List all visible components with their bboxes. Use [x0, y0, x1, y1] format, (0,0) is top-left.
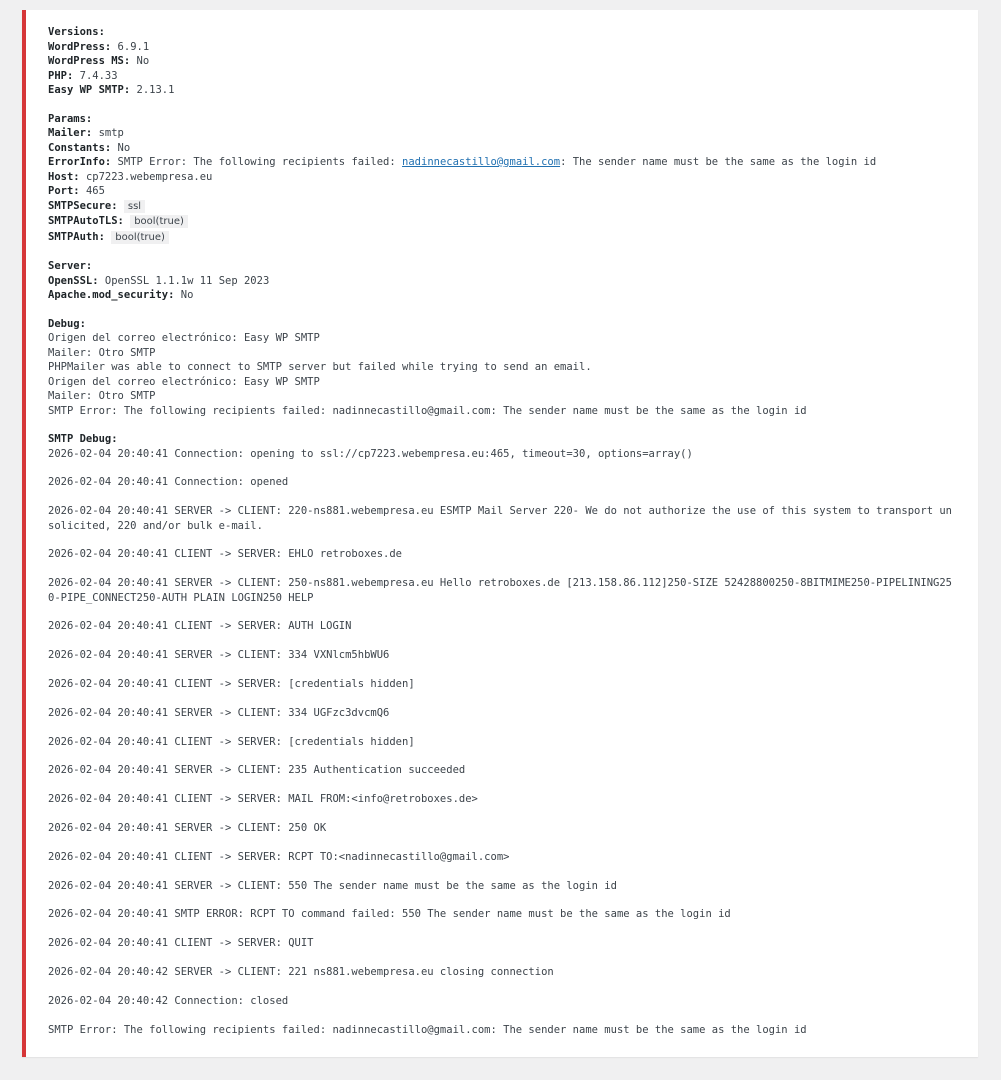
version-value: 2.13.1 — [136, 84, 175, 96]
smtp-log-line: 2026-02-04 20:40:41 Connection: opened — [48, 476, 289, 489]
server-key: Apache.mod_security: — [48, 289, 175, 301]
smtp-log-line: 2026-02-04 20:40:41 SERVER -> CLIENT: 334 UGFzc3dvcmQ6 — [48, 706, 390, 719]
debug-section — [48, 317, 956, 419]
params-heading: Params: — [48, 112, 93, 125]
server-value: No — [180, 289, 194, 301]
smtp-log-line: 2026-02-04 20:40:41 SERVER -> CLIENT: 334 VXNlcm5hbWU6 — [48, 649, 390, 662]
server-key: OpenSSL: — [48, 274, 99, 287]
version-key: PHP: — [48, 69, 74, 82]
server-heading: Server: — [48, 260, 93, 272]
param-code-value: ssl — [124, 200, 145, 213]
debug-heading: Debug: — [48, 317, 86, 330]
debug-line: PHPMailer was able to connect to SMTP server but failed while trying to send an email. — [48, 361, 592, 373]
params-section — [48, 112, 956, 246]
smtp-log-line: 2026-02-04 20:40:41 SMTP ERROR: RCPT TO command failed: 550 The sender name must be the same as the login id — [48, 908, 731, 921]
smtp-log-line: 2026-02-04 20:40:41 CLIENT -> SERVER: QUIT — [48, 937, 314, 950]
param-key: SMTPSecure: — [48, 199, 118, 212]
version-row — [48, 69, 956, 84]
smtp-log-line: 2026-02-04 20:40:41 CLIENT -> SERVER: EHLO retroboxes.de — [48, 548, 403, 561]
smtp-log-line: 2026-02-04 20:40:41 Connection: opening to ssl://cp7223.webempresa.eu:465, timeout=30, options=array() — [48, 447, 693, 460]
param-code-value: bool(true) — [111, 231, 169, 244]
errorinfo-suffix: : The sender name must be the same as the login id — [560, 156, 877, 168]
param-value: No — [117, 141, 131, 154]
smtp-log-line: 2026-02-04 20:40:42 SERVER -> CLIENT: 221 ns881.webempresa.eu closing connection — [48, 966, 554, 979]
param-smtpsecure — [48, 199, 956, 215]
smtp-debug-heading: SMTP Debug: — [48, 433, 118, 445]
smtp-log-line: 2026-02-04 20:40:41 CLIENT -> SERVER: MAIL FROM:<info@retroboxes.de> — [48, 793, 478, 806]
param-host — [48, 170, 956, 185]
smtp-log-line: 2026-02-04 20:40:41 CLIENT -> SERVER: RCPT TO:<nadinnecastillo@gmail.com> — [48, 850, 510, 863]
errorinfo-prefix: SMTP Error: The following recipients failed: — [117, 156, 403, 168]
debug-line: SMTP Error: The following recipients failed: nadinnecastillo@gmail.com: The sender name must be the same as the login id — [48, 404, 807, 417]
smtp-log-line: 2026-02-04 20:40:41 SERVER -> CLIENT: 220-ns881.webempresa.eu ESMTP Mail Server 220- We do not authorize the use of this system to transport unsolicited, 220 and/or bulk e-mail. — [48, 505, 952, 532]
final-error-message: SMTP Error: The following recipients failed: nadinnecastillo@gmail.com: The sender name must be the same as the login id — [48, 1023, 807, 1036]
param-key: Mailer: — [48, 127, 93, 139]
param-value: cp7223.webempresa.eu — [85, 170, 213, 183]
param-key: SMTPAutoTLS: — [48, 215, 124, 227]
param-constants — [48, 141, 956, 156]
error-notice — [22, 10, 978, 1057]
version-value: 6.9.1 — [117, 40, 150, 53]
server-row — [48, 288, 956, 303]
param-port — [48, 184, 956, 199]
param-key: SMTPAuth: — [48, 230, 105, 243]
recipient-email-link[interactable]: nadinnecastillo@gmail.com — [402, 156, 561, 168]
param-smtpauth — [48, 230, 956, 246]
version-value: No — [136, 55, 150, 67]
param-mailer — [48, 126, 956, 141]
server-row — [48, 274, 956, 289]
smtp-log-line: 2026-02-04 20:40:41 SERVER -> CLIENT: 235 Authentication succeeded — [48, 764, 466, 777]
param-key: Constants: — [48, 141, 112, 154]
smtp-log-line: 2026-02-04 20:40:41 CLIENT -> SERVER: [credentials hidden] — [48, 735, 415, 748]
smtp-log-line: 2026-02-04 20:40:41 SERVER -> CLIENT: 250 OK — [48, 822, 327, 835]
version-row — [48, 40, 956, 55]
smtp-log-line: 2026-02-04 20:40:42 Connection: closed — [48, 994, 289, 1007]
param-value: 465 — [85, 185, 105, 197]
smtp-log-line: 2026-02-04 20:40:41 SERVER -> CLIENT: 250-ns881.webempresa.eu Hello retroboxes.de [213.158.86.112]250-SIZE 52428800250-8BITMIME250-PIPELINING250-PIPE_CONNECT250-AUTH PLAIN LOGIN250 HELP — [48, 577, 952, 604]
smtp-debug-section — [48, 432, 956, 1008]
version-key: WordPress: — [48, 40, 112, 53]
version-row — [48, 54, 956, 69]
param-key: Host: — [48, 170, 80, 183]
version-row — [48, 83, 956, 98]
param-key: ErrorInfo: — [48, 156, 112, 168]
server-section — [48, 259, 956, 303]
param-smtpautotls — [48, 214, 956, 230]
debug-line: Mailer: Otro SMTP — [48, 390, 156, 402]
versions-section — [48, 25, 956, 98]
debug-line: Origen del correo electrónico: Easy WP SMTP — [48, 332, 320, 344]
version-key: WordPress MS: — [48, 55, 131, 67]
server-value: OpenSSL 1.1.1w 11 Sep 2023 — [104, 274, 270, 287]
debug-line: Origen del correo electrónico: Easy WP SMTP — [48, 375, 320, 388]
version-value: 7.4.33 — [79, 69, 118, 82]
smtp-log-line: 2026-02-04 20:40:41 SERVER -> CLIENT: 550 The sender name must be the same as the login id — [48, 879, 617, 892]
param-value: smtp — [98, 127, 124, 139]
param-key: Port: — [48, 185, 80, 197]
debug-line: Mailer: Otro SMTP — [48, 346, 156, 359]
version-key: Easy WP SMTP: — [48, 84, 131, 96]
smtp-log-line: 2026-02-04 20:40:41 CLIENT -> SERVER: AUTH LOGIN — [48, 620, 352, 633]
versions-heading: Versions: — [48, 26, 105, 38]
smtp-log-line: 2026-02-04 20:40:41 CLIENT -> SERVER: [credentials hidden] — [48, 678, 415, 691]
param-code-value: bool(true) — [130, 215, 188, 228]
param-errorinfo — [48, 155, 956, 170]
